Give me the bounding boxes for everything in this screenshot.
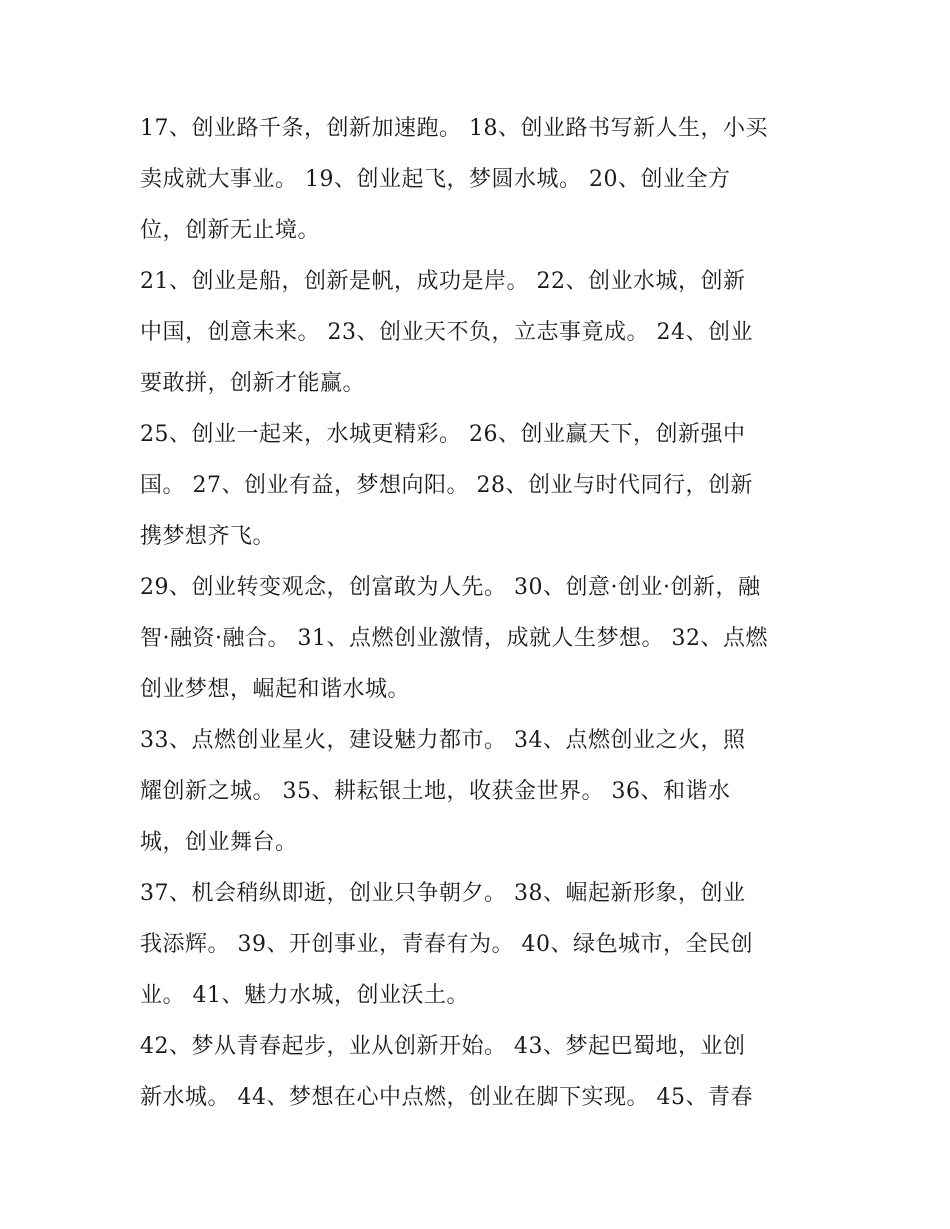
text-line: 携梦想齐飞。 (140, 524, 276, 549)
text-line: 新水城。 44、梦想在心中点燃，创业在脚下实现。 45、青春 (140, 1085, 753, 1110)
text-line: 要敢拼，创新才能赢。 (140, 371, 366, 396)
paragraph-33-36 (140, 715, 820, 868)
text-line: 国。 27、创业有益，梦想向阳。 28、创业与时代同行，创新 (140, 473, 753, 498)
paragraph-29-32 (140, 562, 820, 715)
paragraph-25-28 (140, 409, 820, 562)
text-line: 卖成就大事业。 19、创业起飞，梦圆水城。 20、创业全方 (140, 167, 731, 192)
paragraph-17-20 (140, 103, 820, 256)
paragraph-42-45 (140, 1021, 820, 1123)
text-line: 25、创业一起来，水城更精彩。 26、创业赢天下，创新强中 (140, 422, 746, 447)
text-line: 29、创业转变观念，创富敢为人先。 30、创意·创业·创新，融 (140, 575, 761, 600)
text-line: 城，创业舞台。 (140, 830, 298, 855)
text-line: 42、梦从青春起步，业从创新开始。 43、梦起巴蜀地，业创 (140, 1034, 746, 1059)
text-line: 智·融资·融合。 31、点燃创业激情，成就人生梦想。 32、点燃 (140, 626, 768, 651)
text-line: 我添辉。 39、开创事业，青春有为。 40、绿色城市，全民创 (140, 932, 753, 957)
text-line: 33、点燃创业星火，建设魅力都市。 34、点燃创业之火，照 (140, 728, 746, 753)
text-line: 中国，创意未来。 23、创业天不负，立志事竟成。 24、创业 (140, 320, 753, 345)
text-line: 创业梦想，崛起和谐水城。 (140, 677, 411, 702)
text-line: 17、创业路千条，创新加速跑。 18、创业路书写新人生，小买 (140, 116, 768, 141)
paragraph-37-41 (140, 868, 820, 1021)
text-line: 37、机会稍纵即逝，创业只争朝夕。 38、崛起新形象，创业 (140, 881, 746, 906)
paragraph-21-24 (140, 256, 820, 409)
text-line: 业。 41、魅力水城，创业沃土。 (140, 983, 469, 1008)
text-line: 位，创新无止境。 (140, 218, 321, 243)
text-line: 21、创业是船，创新是帆，成功是岸。 22、创业水城，创新 (140, 269, 746, 294)
text-line: 耀创新之城。 35、耕耘银土地，收获金世界。 36、和谐水 (140, 779, 731, 804)
document-body (140, 103, 820, 1123)
